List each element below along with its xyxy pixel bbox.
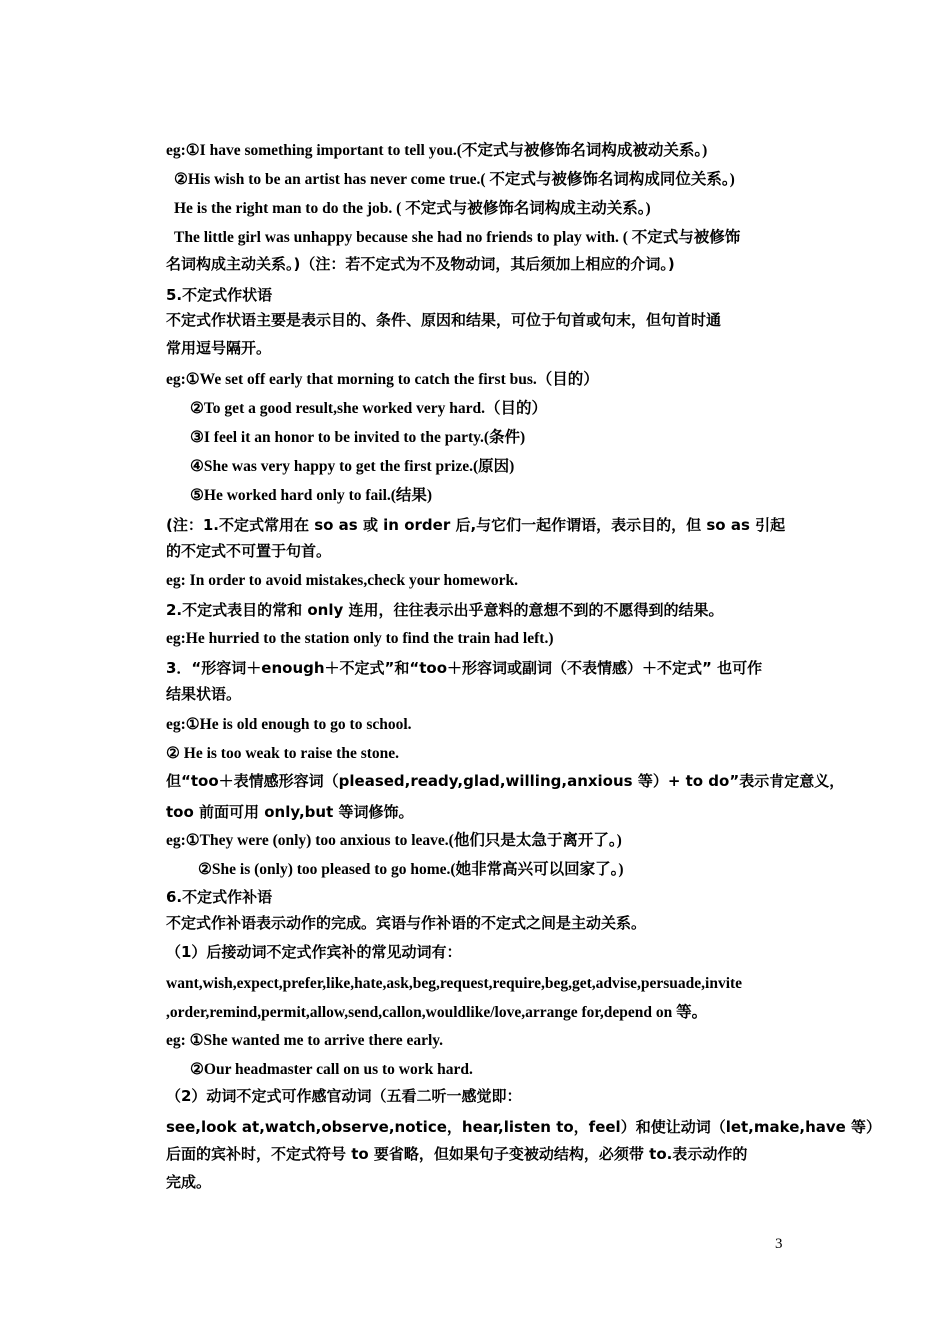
example-line: ③I feel it an honor to be invited to the party.(条件) bbox=[190, 429, 526, 446]
paragraph-line: 不定式作补语表示动作的完成。宾语与作补语的不定式之间是主动关系。 bbox=[166, 914, 647, 932]
example-line: ② He is too weak to raise the stone. bbox=[166, 745, 400, 762]
example-line: ②She is (only) too pleased to go home.(她非常高兴可以回家了。) bbox=[198, 861, 624, 878]
page-number: 3 bbox=[775, 1236, 783, 1252]
note-line: (注：1.不定式常用在 so as 或 in order 后,与它们一起作谓语，表示目的，但 so as 引起 bbox=[166, 516, 786, 534]
example-line: eg:He hurried to the station only to find the train had left.) bbox=[166, 630, 554, 647]
example-line: eg:①They were (only) too anxious to leave.(他们只是太急于离开了。) bbox=[166, 832, 622, 849]
paragraph-line: see,look at,watch,observe,notice，hear,listen to，feel）和使让动词（let,make,have 等） bbox=[166, 1118, 882, 1136]
note-line: 2.不定式表目的常和 only 连用，往往表示出乎意料的意想不到的不愿得到的结果。 bbox=[166, 601, 724, 619]
example-line: The little girl was unhappy because she had no friends to play with. ( 不定式与被修饰 bbox=[174, 229, 741, 246]
verb-list-line: want,wish,expect,prefer,like,hate,ask,beg,request,require,beg,get,advise,persuade,invite bbox=[166, 975, 743, 992]
example-line: eg:①We set off early that morning to catch the first bus.（目的） bbox=[166, 371, 599, 388]
example-line: ②To get a good result,she worked very hard.（目的） bbox=[190, 400, 548, 417]
example-line: ④She was very happy to get the first prize.(原因) bbox=[190, 458, 515, 475]
example-line: eg:①He is old enough to go to school. bbox=[166, 716, 412, 733]
example-line: ⑤He worked hard only to fail.(结果) bbox=[190, 487, 433, 504]
paragraph-line: 后面的宾补时，不定式符号 to 要省略，但如果句子变被动结构，必须带 to.表示动作的 bbox=[166, 1145, 748, 1163]
example-line: He is the right man to do the job. ( 不定式与被修饰名词构成主动关系。) bbox=[174, 200, 651, 217]
note-line: 3．“形容词＋enough＋不定式”和“too＋形容词或副词（不表情感）＋不定式” 也可作 bbox=[166, 659, 763, 677]
section-heading: 5.不定式作状语 bbox=[166, 286, 273, 304]
example-line: eg: In order to avoid mistakes,check your homework. bbox=[166, 572, 519, 589]
paragraph-line: 完成。 bbox=[166, 1173, 212, 1191]
example-line: eg:①I have something important to tell you.(不定式与被修饰名词构成被动关系。) bbox=[166, 142, 708, 159]
verb-list-line: ,order,remind,permit,allow,send,callon,wouldlike/love,arrange for,depend on 等。 bbox=[166, 1004, 708, 1021]
example-line: ②His wish to be an artist has never come true.( 不定式与被修饰名词构成同位关系。) bbox=[174, 171, 735, 188]
paragraph-line: 但“too＋表情感形容词（pleased,ready,glad,willing,anxious 等）+ to do”表示肯定意义， bbox=[166, 772, 845, 790]
example-line: 名词构成主动关系。)（注：若不定式为不及物动词，其后须加上相应的介词。) bbox=[166, 255, 675, 273]
paragraph-line: 不定式作状语主要是表示目的、条件、原因和结果，可位于句首或句末，但句首时通 bbox=[166, 311, 722, 329]
note-line: 结果状语。 bbox=[166, 685, 242, 703]
section-heading: 6.不定式作补语 bbox=[166, 888, 273, 906]
note-line: 的不定式不可置于句首。 bbox=[166, 542, 332, 560]
paragraph-line: （1）后接动词不定式作宾补的常见动词有： bbox=[166, 943, 462, 961]
example-line: eg: ①She wanted me to arrive there early. bbox=[166, 1032, 444, 1049]
paragraph-line: 常用逗号隔开。 bbox=[166, 339, 272, 357]
paragraph-line: too 前面可用 only,but 等词修饰。 bbox=[166, 803, 414, 821]
paragraph-line: （2）动词不定式可作感官动词（五看二听一感觉即： bbox=[166, 1087, 522, 1105]
example-line: ②Our headmaster call on us to work hard. bbox=[190, 1061, 473, 1078]
